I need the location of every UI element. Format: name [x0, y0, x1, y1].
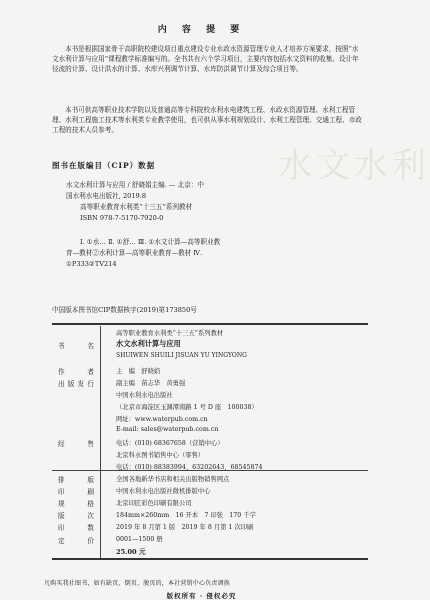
cip-heading: 图书在版编目（CIP）数据 — [52, 161, 156, 170]
typeset-value: 中国水利水电出版社微机排版中心 — [116, 488, 211, 495]
label-seller: 经售 — [58, 440, 94, 448]
spec-value: 184mm×260mm 16 开本 7 印张 170 千字 — [116, 512, 256, 519]
label-author: 作者 — [58, 368, 94, 376]
cip-line: 水文水利计算与应用 / 舒晓娟主编. — 北京：中 — [66, 181, 204, 189]
label-price: 定价 — [58, 537, 94, 545]
copyright-notice: 版权所有 · 侵权必究 — [166, 592, 237, 600]
summary-paragraph-2: 本书可供高等职业技术学院以及普通高等专科院校水利水电建筑工程、水政水资源管理、水利工程管理、水利工程施工技术等水利类专业教学使用，也可供从事水利规划设计、水利工程管理、交通工程、市政工程的技术人员参考。 — [52, 106, 362, 134]
summary-paragraph-1: 本书是根据国家骨干高职院校建设项目重点建设专业水政水资源管理专业人才培养方案要求，按照“水文水利计算与应用”课程教学标准编写的。全书共有六个学习项目，主要内容包括水文资料的收集、设计年径流的计算、设计洪水的计算、水库兴利调节计算、水库防洪调节计算及综合项目等。 — [52, 45, 359, 73]
label-spec: 规格 — [58, 500, 94, 508]
cip-data-number: 中国版本图书馆CIP数据核字(2019)第173850号 — [52, 306, 197, 314]
seller-line: 电话：(010) 88383994、63202643、68545874 — [116, 464, 263, 471]
price-value: 25.00 元 — [116, 548, 146, 556]
label-copies: 印数 — [58, 524, 94, 532]
label-publisher: 出版发行 — [58, 380, 94, 388]
label-print: 印刷 — [58, 488, 94, 496]
print-value: 北京印匠彩色印刷有限公司 — [116, 500, 192, 507]
cip-line: 高等职业教育水利类“十三五”系列教材 — [80, 203, 193, 211]
watermark-text: 水文水利 — [278, 146, 430, 186]
label-typeset: 排版 — [58, 476, 94, 484]
book-title: 水文水利计算与应用 — [116, 339, 181, 348]
publisher-line: 电话：(010) 68367658（营销中心） — [116, 440, 224, 447]
table-divider — [100, 326, 101, 558]
publisher-line: 网址：www.waterpub.com.cn — [116, 416, 208, 423]
label-edition: 版次 — [58, 512, 94, 520]
label-book-name: 书名 — [58, 342, 94, 350]
cip-line: Ⅰ. ①水… Ⅱ. ①舒… Ⅲ. ①水文计算—高等职业教 — [80, 238, 221, 246]
cip-line: ISBN 978-7-5170-7920-0 — [80, 214, 164, 222]
table-top-rule — [52, 323, 368, 325]
copies-value: 0001—1500 册 — [116, 536, 163, 543]
publisher-line: E-mail: sales@waterpub.com.cn — [116, 426, 219, 433]
book-title-pinyin: SHUIWEN SHUILI JISUAN YU YINGYONG — [116, 352, 247, 359]
seller-line: 北京科水图书销售中心（零售） — [116, 452, 205, 459]
series-name: 高等职业教育水利类“十三五”系列教材 — [116, 330, 224, 337]
deputy-editors: 副主编 苗志华 黄勇强 — [116, 380, 186, 387]
chief-editor: 主 编 舒晓娟 — [116, 368, 161, 375]
table-bottom-rule — [52, 558, 368, 560]
summary-title: 内 容 提 要 — [157, 25, 246, 35]
footer-notice: 凡购买我社图书，如有缺页、倒页、脱页的，本社营销中心负责调换 — [44, 580, 231, 587]
edition-value: 2019 年 8 月第 1 版 2019 年 8 月第 1 次印刷 — [116, 524, 254, 531]
cip-line: ①P333②TV214 — [66, 260, 117, 268]
cip-line: 国水利水电出版社, 2019.8 — [66, 192, 147, 200]
seller-line: 全国各地新华书店和相关出版物销售网点 — [116, 476, 230, 483]
publisher-line: （北京市海淀区玉渊潭南路 1 号 D 座 100038） — [116, 404, 258, 411]
publisher-line: 中国水利水电出版社 — [116, 392, 173, 399]
cip-line: 育—教材②水利计算—高等职业教育—教材 Ⅳ. — [66, 249, 203, 257]
